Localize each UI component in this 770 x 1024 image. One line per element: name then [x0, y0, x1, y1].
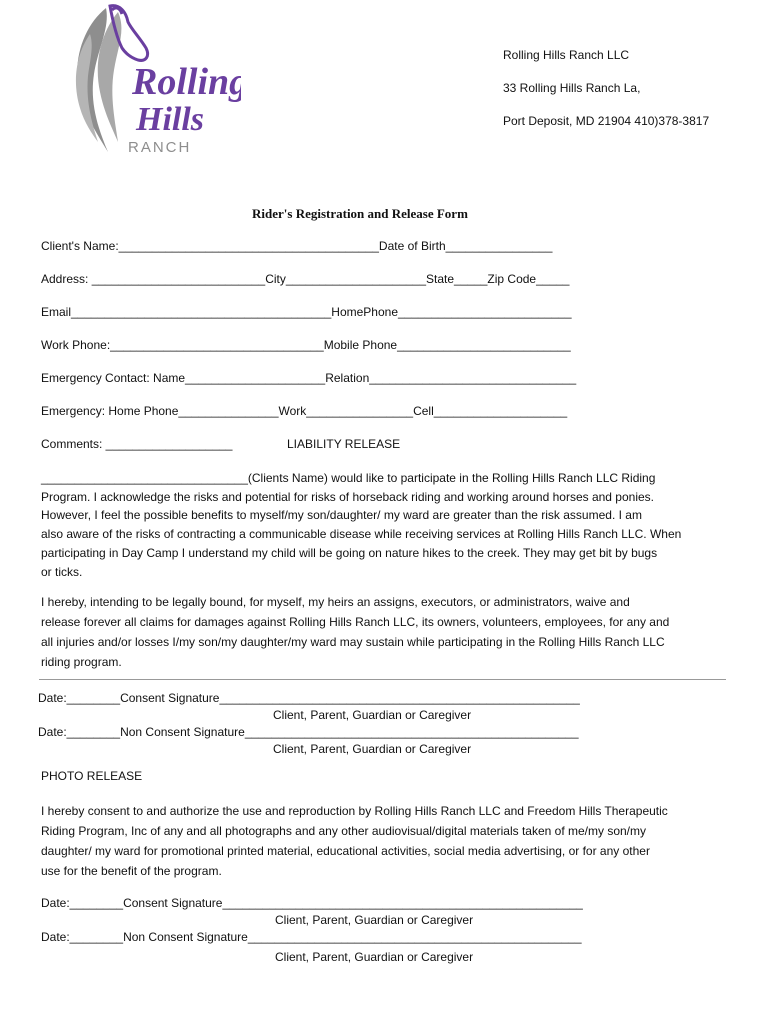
photo-release-paragraph: [41, 801, 721, 881]
binding-line: riding program.: [41, 655, 122, 669]
logo-word-ranch: RANCH: [128, 139, 192, 156]
non-consent-signature-line[interactable]: Date:________Non Consent Signature__________________________________________________: [38, 725, 579, 739]
address-line-3: Port Deposit, MD 21904 410)378-3817: [503, 114, 710, 128]
photo-non-consent-signature-caption: Client, Parent, Guardian or Caregiver: [275, 950, 474, 964]
emergency-contact-field[interactable]: Emergency Contact: Name_____________________Relation_______________________________: [41, 371, 577, 385]
photo-consent-signature-caption: Client, Parent, Guardian or Caregiver: [275, 913, 474, 927]
email-field[interactable]: Email_______________________________________HomePhone__________________________: [41, 305, 572, 319]
clients-name-field[interactable]: Client's Name:_______________________________________Date of Birth________________: [41, 239, 553, 253]
photo-consent-signature-line[interactable]: Date:________Consent Signature______________________________________________________: [41, 896, 583, 910]
emergency-phones-field[interactable]: Emergency: Home Phone_______________Work________________Cell____________________: [41, 404, 568, 418]
ranch-logo: [66, 4, 241, 160]
liability-line: However, I feel the possible benefits to myself/my son/daughter/ my ward are greater than the risk assumed. I am: [41, 508, 642, 523]
logo-word-rolling: Rolling: [132, 61, 241, 103]
binding-line: all injuries and/or losses I/my son/my daughter/my ward may sustain while participating in the Rolling Hills Ranch LLC: [41, 635, 665, 649]
binding-paragraph: [41, 592, 721, 672]
photo-line: use for the benefit of the program.: [41, 864, 222, 878]
form-title: Rider's Registration and Release Form: [252, 206, 468, 221]
photo-line: I hereby consent to and authorize the use and reproduction by Rolling Hills Ranch LLC and Freedom Hills Therapeutic: [41, 804, 668, 818]
consent-signature-line[interactable]: Date:________Consent Signature______________________________________________________: [38, 691, 580, 705]
photo-non-consent-signature-line[interactable]: Date:________Non Consent Signature__________________________________________________: [41, 930, 582, 944]
address-line-2: 33 Rolling Hills Ranch La,: [503, 81, 641, 95]
consent-signature-caption: Client, Parent, Guardian or Caregiver: [273, 708, 472, 722]
liability-heading: LIABILITY RELEASE: [287, 437, 401, 451]
work-phone-field[interactable]: Work Phone:________________________________Mobile Phone__________________________: [41, 338, 571, 352]
address-field[interactable]: Address: __________________________City_____________________State_____Zip Code_____: [41, 272, 570, 286]
photo-line: Riding Program, Inc of any and all photographs and any other audiovisual/digital materials taken of me/my son/my: [41, 824, 646, 838]
liability-line: or ticks.: [41, 564, 83, 579]
liability-line: participating in Day Camp I understand my child will be going on nature hikes to the creek. They may get bit by bugs: [41, 545, 658, 560]
photo-line: daughter/ my ward for promotional printed material, educational activities, social media advertising, or for any other: [41, 844, 650, 858]
address-line-1: Rolling Hills Ranch LLC: [503, 48, 630, 62]
liability-paragraph: [41, 469, 721, 581]
photo-release-heading: PHOTO RELEASE: [41, 769, 143, 783]
comments-field[interactable]: Comments: ___________________: [41, 437, 233, 451]
section-divider: [39, 679, 726, 680]
binding-line: release forever all claims for damages against Rolling Hills Ranch LLC, its owners, volunteers, employees, for any and: [41, 615, 670, 629]
liability-line: Program. I acknowledge the risks and potential for risks of horseback riding and working around horses and ponies.: [41, 489, 655, 504]
horse-head-icon: [66, 4, 241, 160]
liability-line: _______________________________(Clients Name) would like to participate in the Rolling Hills Ranch LLC Riding: [41, 471, 656, 485]
binding-line: I hereby, intending to be legally bound, for myself, my heirs an assigns, executors, or administrators, waive and: [41, 595, 630, 609]
non-consent-signature-caption: Client, Parent, Guardian or Caregiver: [273, 742, 472, 756]
logo-word-hills: Hills: [136, 101, 205, 138]
liability-line: also aware of the risks of contracting a communicable disease while receiving services at Rolling Hills Ranch LLC. When: [41, 527, 682, 542]
